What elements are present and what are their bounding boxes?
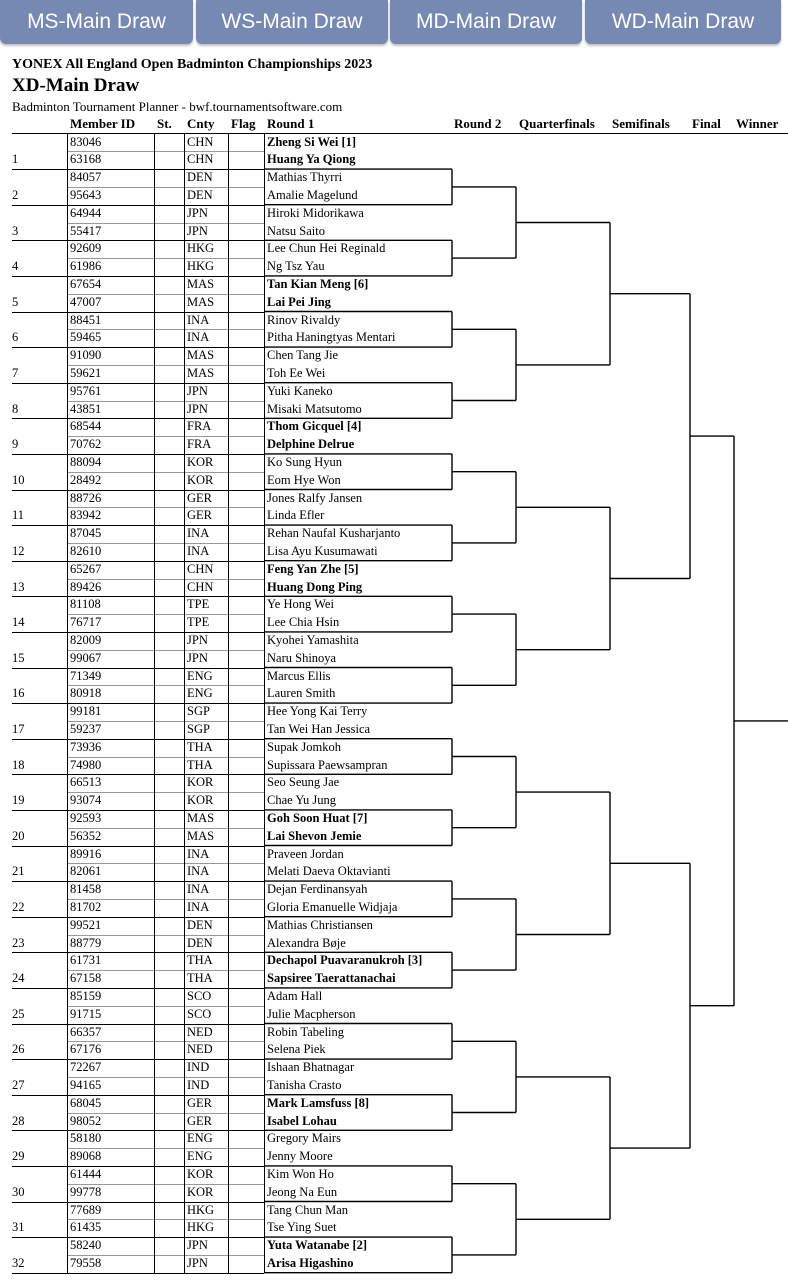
country-code: THA	[187, 971, 213, 986]
member-id: 58240	[70, 1238, 102, 1253]
country-code: INA	[187, 543, 210, 558]
player-name[interactable]: Supissara Paewsampran	[267, 757, 388, 772]
country-code: SCO	[187, 1006, 212, 1021]
country-code: MAS	[187, 365, 215, 380]
column-header-flag: Flag	[231, 116, 256, 131]
tab-md-main-draw[interactable]: MD-Main Draw	[390, 0, 582, 44]
player-name[interactable]: Tang Chun Man	[267, 1202, 349, 1217]
player-name[interactable]: Adam Hall	[267, 988, 323, 1003]
player-name[interactable]: Isabel Lohau	[267, 1113, 337, 1128]
draw-position: 31	[12, 1220, 25, 1235]
country-code: JPN	[187, 383, 208, 398]
country-code: INA	[187, 864, 210, 879]
member-id: 88094	[70, 454, 102, 469]
player-name[interactable]: Mark Lamsfuss [8]	[267, 1095, 370, 1110]
player-name[interactable]: Eom Hye Won	[267, 472, 341, 487]
member-id: 67158	[70, 971, 102, 986]
player-name[interactable]: Feng Yan Zhe [5]	[267, 561, 359, 576]
tab-wd-main-draw[interactable]: WD-Main Draw	[585, 0, 781, 44]
member-id: 85159	[70, 988, 102, 1003]
country-code: INA	[187, 846, 210, 861]
player-name[interactable]: Yuki Kaneko	[267, 383, 333, 398]
country-code: MAS	[187, 276, 215, 291]
member-id: 83942	[70, 508, 102, 523]
member-id: 43851	[70, 401, 102, 416]
member-id: 95643	[70, 187, 102, 202]
column-header-quarterfinals: Quarterfinals	[519, 116, 595, 131]
draw-position: 11	[12, 508, 25, 523]
column-header-status: St.	[157, 116, 172, 131]
player-name[interactable]: Tan Wei Han Jessica	[267, 721, 371, 736]
tournament-name: YONEX All England Open Badminton Championships 2023	[12, 57, 373, 72]
country-code: FRA	[187, 437, 212, 452]
country-code: GER	[187, 1095, 212, 1110]
member-id: 81108	[70, 597, 101, 612]
draw-position: 6	[12, 330, 19, 345]
country-code: DEN	[187, 187, 213, 202]
country-code: FRA	[187, 419, 212, 434]
column-header-country: Cnty	[187, 116, 215, 131]
draw-position: 17	[12, 721, 25, 736]
player-name[interactable]: Jones Ralfy Jansen	[267, 490, 363, 505]
draw-position: 28	[12, 1113, 25, 1128]
member-id: 88726	[70, 490, 102, 505]
country-code: CHN	[187, 579, 214, 594]
player-name[interactable]: Hiroki Midorikawa	[267, 205, 364, 220]
member-id: 67176	[70, 1042, 102, 1057]
country-code: INA	[187, 899, 210, 914]
column-header-member-id: Member ID	[70, 116, 136, 131]
draw-position: 1	[12, 152, 19, 167]
country-code: KOR	[187, 793, 214, 808]
member-id: 95761	[70, 383, 102, 398]
member-id: 68045	[70, 1095, 102, 1110]
player-name[interactable]: Kyohei Yamashita	[267, 632, 359, 647]
player-name[interactable]: Toh Ee Wei	[267, 365, 326, 380]
member-id: 68544	[70, 419, 102, 434]
player-name[interactable]: Chen Tang Jie	[267, 348, 339, 363]
player-name[interactable]: Mathias Christiansen	[267, 917, 373, 932]
member-id: 82009	[70, 632, 102, 647]
member-id: 93074	[70, 793, 102, 808]
country-code: GER	[187, 508, 212, 523]
player-name[interactable]: Seo Seung Jae	[267, 775, 340, 790]
column-header-semifinals: Semifinals	[612, 116, 670, 131]
player-name[interactable]: Tanisha Crasto	[267, 1077, 342, 1092]
country-code: ENG	[187, 1149, 213, 1164]
member-id: 87045	[70, 526, 102, 541]
member-id: 99181	[70, 704, 102, 719]
country-code: KOR	[187, 454, 214, 469]
member-id: 94165	[70, 1077, 102, 1092]
member-id: 91090	[70, 348, 102, 363]
member-id: 73936	[70, 739, 102, 754]
player-name[interactable]: Praveen Jordan	[267, 846, 344, 861]
country-code: SCO	[187, 988, 212, 1003]
country-code: TPE	[187, 615, 210, 630]
member-id: 92609	[70, 241, 102, 256]
country-code: GER	[187, 1113, 212, 1128]
member-id: 61986	[70, 259, 102, 274]
player-name[interactable]: Misaki Matsutomo	[267, 401, 362, 416]
member-id: 55417	[70, 223, 102, 238]
draw-position: 22	[12, 899, 25, 914]
player-name[interactable]: Lauren Smith	[267, 686, 336, 701]
member-id: 66513	[70, 775, 102, 790]
member-id: 83046	[70, 134, 102, 149]
tab-ms-main-draw[interactable]: MS-Main Draw	[0, 0, 193, 44]
draw-position: 14	[12, 615, 25, 630]
member-id: 71349	[70, 668, 102, 683]
country-code: INA	[187, 882, 210, 897]
player-name[interactable]: Arisa Higashino	[267, 1255, 354, 1270]
member-id: 65267	[70, 561, 102, 576]
draw-position: 8	[12, 401, 19, 416]
draw-position: 2	[12, 187, 19, 202]
draw-position: 12	[12, 543, 25, 558]
member-id: 56352	[70, 828, 102, 843]
country-code: INA	[187, 312, 210, 327]
player-name[interactable]: Melati Daeva Oktavianti	[267, 864, 391, 879]
tab-ws-main-draw[interactable]: WS-Main Draw	[196, 0, 388, 44]
column-header-round-2: Round 2	[454, 116, 502, 131]
player-name[interactable]: Gregory Mairs	[267, 1131, 341, 1146]
country-code: DEN	[187, 170, 213, 185]
column-header-round-1: Round 1	[267, 116, 315, 131]
member-id: 66357	[70, 1024, 102, 1039]
member-id: 92593	[70, 810, 102, 825]
draw-position: 13	[12, 579, 25, 594]
player-name[interactable]: Supak Jomkoh	[267, 739, 341, 754]
draw-position: 3	[12, 223, 19, 238]
draw-position: 9	[12, 437, 19, 452]
country-code: JPN	[187, 1255, 208, 1270]
player-name[interactable]: Amalie Magelund	[267, 187, 358, 202]
member-id: 61435	[70, 1220, 102, 1235]
member-id: 64944	[70, 205, 102, 220]
player-name[interactable]: Tan Kian Meng [6]	[267, 276, 369, 291]
draw-position: 25	[12, 1006, 25, 1021]
player-name[interactable]: Ye Hong Wei	[267, 597, 334, 612]
country-code: HKG	[187, 1220, 215, 1235]
member-id: 81458	[70, 882, 102, 897]
country-code: DEN	[187, 935, 213, 950]
player-name[interactable]: Dejan Ferdinansyah	[267, 882, 368, 897]
country-code: HKG	[187, 1202, 215, 1217]
member-id: 99067	[70, 650, 102, 665]
player-name[interactable]: Gloria Emanuelle Widjaja	[267, 899, 398, 914]
player-name[interactable]: Tse Ying Suet	[267, 1220, 337, 1235]
country-code: MAS	[187, 828, 215, 843]
member-id: 59237	[70, 721, 102, 736]
player-name[interactable]: Lai Shevon Jemie	[267, 828, 362, 843]
player-name[interactable]: Sapsiree Taerattanachai	[267, 971, 396, 986]
member-id: 80918	[70, 686, 102, 701]
country-code: IND	[187, 1077, 210, 1092]
member-id: 82061	[70, 864, 102, 879]
member-id: 59621	[70, 365, 102, 380]
draw-position: 19	[12, 793, 25, 808]
member-id: 70762	[70, 437, 102, 452]
country-code: MAS	[187, 294, 215, 309]
player-name[interactable]: Delphine Delrue	[267, 437, 355, 452]
member-id: 76717	[70, 615, 102, 630]
country-code: NED	[187, 1042, 213, 1057]
country-code: SGP	[187, 721, 210, 736]
draw-position: 7	[12, 365, 19, 380]
country-code: KOR	[187, 1166, 214, 1181]
draw-position: 26	[12, 1042, 25, 1057]
member-id: 99521	[70, 917, 102, 932]
member-id: 91715	[70, 1006, 102, 1021]
player-name[interactable]: Ishaan Bhatnagar	[267, 1060, 355, 1075]
draw-position: 10	[12, 472, 25, 487]
player-name[interactable]: Thom Gicquel [4]	[267, 419, 362, 434]
player-name[interactable]: Natsu Saito	[267, 223, 325, 238]
player-name[interactable]: Huang Ya Qiong	[267, 152, 356, 167]
country-code: MAS	[187, 810, 215, 825]
member-id: 89916	[70, 846, 102, 861]
player-name[interactable]: Lee Chia Hsin	[267, 615, 340, 630]
country-code: JPN	[187, 223, 208, 238]
draw-position: 5	[12, 294, 19, 309]
draw-title: XD-Main Draw	[12, 75, 140, 96]
player-name[interactable]: Selena Piek	[267, 1042, 326, 1057]
player-name[interactable]: Lee Chun Hei Reginald	[267, 241, 386, 256]
country-code: JPN	[187, 650, 208, 665]
country-code: KOR	[187, 775, 214, 790]
member-id: 99778	[70, 1184, 102, 1199]
member-id: 61731	[70, 953, 102, 968]
player-name[interactable]: Huang Dong Ping	[267, 579, 363, 594]
player-name[interactable]: Kim Won Ho	[267, 1166, 334, 1181]
player-name[interactable]: Goh Soon Huat [7]	[267, 810, 368, 825]
member-id: 47007	[70, 294, 102, 309]
player-name[interactable]: Ng Tsz Yau	[267, 259, 325, 274]
draw-position: 30	[12, 1184, 25, 1199]
country-code: HKG	[187, 259, 215, 274]
player-name[interactable]: Mathias Thyrri	[267, 170, 343, 185]
draw-position: 23	[12, 935, 25, 950]
country-code: INA	[187, 526, 210, 541]
country-code: ENG	[187, 1131, 213, 1146]
player-name[interactable]: Rehan Naufal Kusharjanto	[267, 526, 401, 541]
country-code: CHN	[187, 152, 214, 167]
country-code: IND	[187, 1060, 210, 1075]
country-code: JPN	[187, 632, 208, 647]
country-code: THA	[187, 739, 213, 754]
player-name[interactable]: Yuta Watanabe [2]	[267, 1238, 368, 1253]
country-code: DEN	[187, 917, 213, 932]
draw-position: 29	[12, 1149, 25, 1164]
country-code: SGP	[187, 704, 210, 719]
country-code: JPN	[187, 401, 208, 416]
country-code: JPN	[187, 1238, 208, 1253]
member-id: 77689	[70, 1202, 102, 1217]
planner-credit: Badminton Tournament Planner - bwf.tournamentsoftware.com	[12, 99, 343, 114]
player-name[interactable]: Jenny Moore	[267, 1149, 333, 1164]
player-name[interactable]: Lisa Ayu Kusumawati	[267, 543, 378, 558]
member-id: 59465	[70, 330, 102, 345]
country-code: TPE	[187, 597, 210, 612]
player-name[interactable]: Hee Yong Kai Terry	[267, 704, 368, 719]
member-id: 72267	[70, 1060, 102, 1075]
member-id: 98052	[70, 1113, 102, 1128]
country-code: GER	[187, 490, 212, 505]
draw-position: 15	[12, 650, 25, 665]
draw-position: 16	[12, 686, 25, 701]
country-code: ENG	[187, 686, 213, 701]
draw-position: 27	[12, 1077, 25, 1092]
draw-position: 32	[12, 1255, 25, 1270]
country-code: NED	[187, 1024, 213, 1039]
player-name[interactable]: Pitha Haningtyas Mentari	[267, 330, 396, 345]
country-code: CHN	[187, 134, 214, 149]
country-code: HKG	[187, 241, 215, 256]
member-id: 61444	[70, 1166, 102, 1181]
member-id: 84057	[70, 170, 102, 185]
country-code: CHN	[187, 561, 214, 576]
member-id: 88779	[70, 935, 102, 950]
draw-position: 24	[12, 971, 25, 986]
player-name[interactable]: Lai Pei Jing	[267, 294, 331, 309]
column-header-winner: Winner	[736, 116, 779, 131]
country-code: ENG	[187, 668, 213, 683]
draw-position: 21	[12, 864, 25, 879]
member-id: 28492	[70, 472, 102, 487]
member-id: 58180	[70, 1131, 102, 1146]
player-name[interactable]: Jeong Na Eun	[267, 1184, 338, 1199]
member-id: 89426	[70, 579, 102, 594]
player-name[interactable]: Dechapol Puavaranukroh [3]	[267, 953, 423, 968]
player-name[interactable]: Zheng Si Wei [1]	[267, 134, 357, 149]
member-id: 74980	[70, 757, 102, 772]
player-name[interactable]: Linda Efler	[267, 508, 325, 523]
member-id: 67654	[70, 276, 102, 291]
player-name[interactable]: Rinov Rivaldy	[267, 312, 341, 327]
player-name[interactable]: Chae Yu Jung	[267, 793, 336, 808]
member-id: 89068	[70, 1149, 102, 1164]
country-code: THA	[187, 757, 213, 772]
member-id: 79558	[70, 1255, 102, 1270]
member-id: 81702	[70, 899, 102, 914]
column-header-final: Final	[692, 116, 721, 131]
draw-position: 18	[12, 757, 25, 772]
draw-position: 4	[12, 259, 19, 274]
player-name[interactable]: Marcus Ellis	[267, 668, 331, 683]
player-name[interactable]: Ko Sung Hyun	[267, 454, 343, 469]
country-code: THA	[187, 953, 213, 968]
player-name[interactable]: Naru Shinoya	[267, 650, 337, 665]
country-code: MAS	[187, 348, 215, 363]
player-name[interactable]: Robin Tabeling	[267, 1024, 345, 1039]
member-id: 88451	[70, 312, 102, 327]
player-name[interactable]: Alexandra Bøje	[267, 935, 346, 950]
player-name[interactable]: Julie Macpherson	[267, 1006, 356, 1021]
member-id: 63168	[70, 152, 102, 167]
draw-position: 20	[12, 828, 25, 843]
country-code: KOR	[187, 472, 214, 487]
member-id: 82610	[70, 543, 102, 558]
country-code: KOR	[187, 1184, 214, 1199]
country-code: JPN	[187, 205, 208, 220]
country-code: INA	[187, 330, 210, 345]
